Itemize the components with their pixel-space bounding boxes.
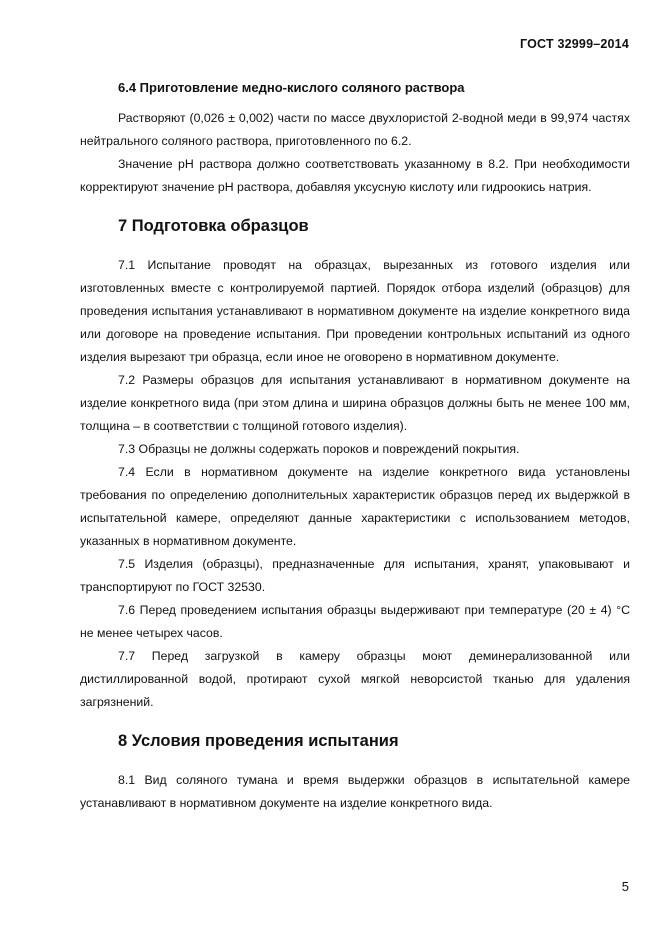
document-code-header: ГОСТ 32999–2014	[520, 37, 629, 51]
section-7-title: 7 Подготовка образцов	[118, 217, 309, 235]
section-8-title: 8 Условия проведения испытания	[118, 732, 399, 750]
paragraph-7-5: 7.5 Изделия (образцы), предназначенные для испытания, хранят, упаковывают и транспортируют по ГОСТ 32530.	[80, 557, 630, 594]
paragraph-7-3: 7.3 Образцы не должны содержать пороков и повреждений покрытия.	[118, 442, 520, 456]
page-number: 5	[621, 879, 629, 894]
subsection-6-4-title: 6.4 Приготовление медно-кислого соляного раствора	[118, 80, 465, 95]
paragraph-7-7: 7.7 Перед загрузкой в камеру образцы моют деминерализованной или дистиллированной водой, протирают сухой мягкой неворсистой тканью для удаления загрязнений.	[80, 649, 630, 709]
paragraph-7-4: 7.4 Если в нормативном документе на изделие конкретного вида установлены требования по определению дополнительных характеристик образцов перед их выдержкой в испытательной камере, определяют данные характеристики с использованием методов, указанных в нормативном документе.	[80, 465, 630, 548]
paragraph-6-4-2: Значение pH раствора должно соответствовать указанному в 8.2. При необходимости корректируют значение pH раствора, добавляя уксусную кислоту или гидроокись натрия.	[80, 157, 630, 194]
paragraph-7-2: 7.2 Размеры образцов для испытания устанавливают в нормативном документе на изделие конкретного вида (при этом длина и ширина образцов должны быть не менее 100 мм, толщина – в соответствии с толщиной готового изделия).	[80, 373, 630, 433]
paragraph-6-4-1: Растворяют (0,026 ± 0,002) части по массе двухлористой 2-водной меди в 99,974 частях нейтрального соляного раствора, приготовленного по 6.2.	[80, 111, 630, 148]
paragraph-7-6: 7.6 Перед проведением испытания образцы выдерживают при температуре (20 ± 4) °С не менее четырех часов.	[80, 603, 630, 640]
page-content	[80, 70, 630, 815]
paragraph-7-1: 7.1 Испытание проводят на образцах, вырезанных из готового изделия или изготовленных вместе с контролируемой партией. Порядок отбора изделий (образцов) для проведения испытания устанавливают в нормативном документе на изделие конкретного вида или договоре на проведение испытания. При проведении контрольных испытаний из одного изделия вырезают три образца, если иное не оговорено в нормативном документе.	[80, 258, 630, 364]
paragraph-8-1: 8.1 Вид соляного тумана и время выдержки образцов в испытательной камере устанавливают в нормативном документе на изделие конкретного вида.	[80, 773, 630, 810]
